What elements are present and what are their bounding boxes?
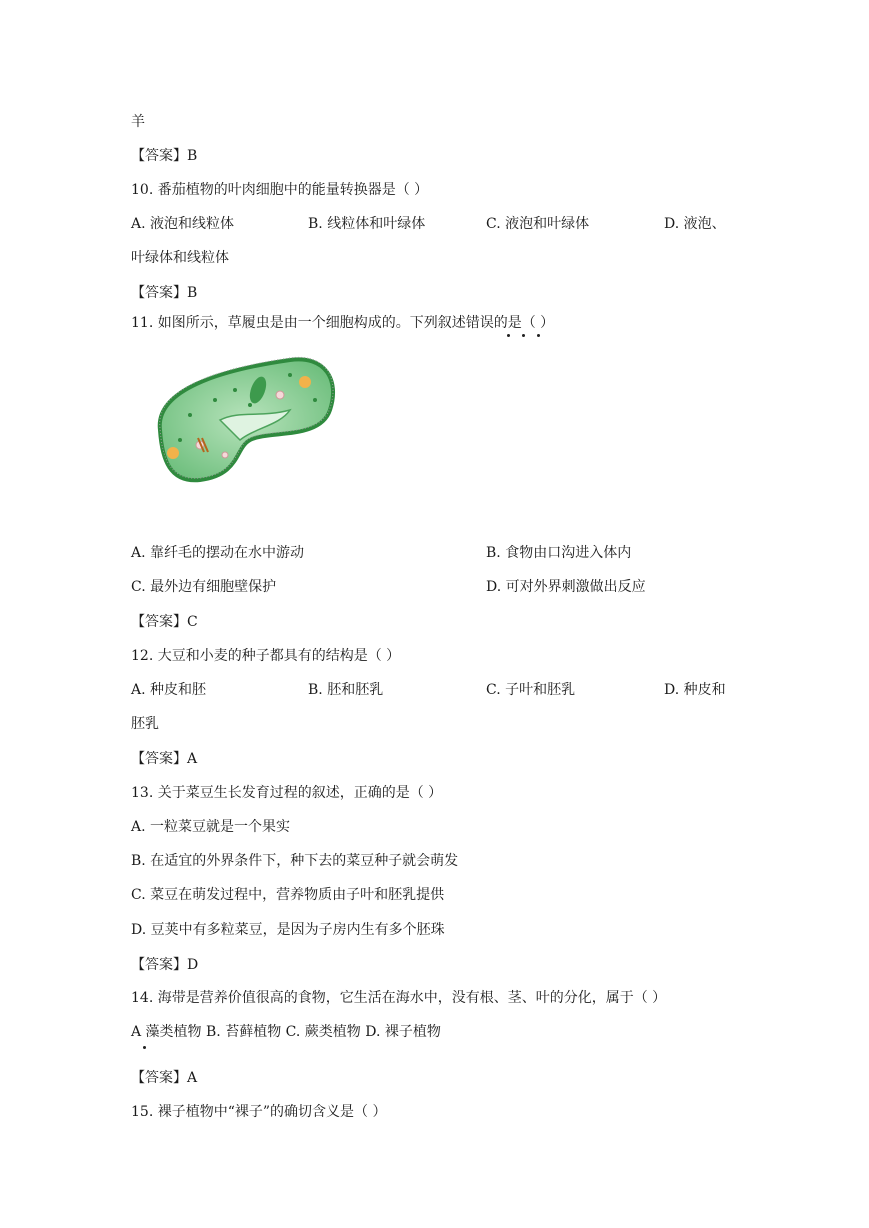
emphasis-dot [522,334,525,337]
question-13: 13. 关于菜豆生长发育过程的叙述，正确的是（ ） [131,785,443,801]
question-11-option-c: C. 最外边有细胞壁保护 [131,579,277,595]
question-12-option-a: A. 种皮和胚 [131,682,207,698]
question-12-option-d-cont: 胚乳 [131,716,159,732]
answer-13: 【答案】D [131,957,199,973]
question-12: 12. 大豆和小麦的种子都具有的结构是（ ） [131,648,401,664]
answer-11: 【答案】C [131,614,198,630]
question-12-option-c: C. 子叶和胚乳 [486,682,576,698]
question-15: 15. 裸子植物中“裸子”的确切含义是（ ） [131,1104,387,1120]
question-10-option-c: C. 液泡和叶绿体 [486,216,590,232]
paramecium-illustration [140,350,340,490]
question-12-option-b: B. 胚和胚乳 [308,682,384,698]
emphasis-dot [507,334,510,337]
line-sheep: 羊 [131,114,145,130]
question-11-option-a: A. 靠纤毛的摆动在水中游动 [131,545,305,561]
emphasis-dot [143,1046,146,1049]
question-14-options: A 藻类植物 B. 苔藓植物 C. 蕨类植物 D. 裸子植物 [131,1024,441,1040]
emphasis-dot [537,334,540,337]
question-13-option-b: B. 在适宜的外界条件下，种下去的菜豆种子就会萌发 [131,853,459,869]
question-14: 14. 海带是营养价值很高的食物，它生活在海水中，没有根、茎、叶的分化，属于（ ） [131,990,667,1006]
question-12-option-d: D. 种皮和 [664,682,726,698]
question-10-option-a: A. 液泡和线粒体 [131,216,235,232]
answer-10: 【答案】B [131,285,198,301]
question-10-option-d-cont: 叶绿体和线粒体 [131,250,229,266]
question-11-option-d: D. 可对外界刺激做出反应 [486,579,646,595]
answer-9: 【答案】B [131,148,198,164]
question-11-option-b: B. 食物由口沟进入体内 [486,545,632,561]
question-10-option-b: B. 线粒体和叶绿体 [308,216,426,232]
question-13-option-d: D. 豆荚中有多粒菜豆，是因为子房内生有多个胚珠 [131,922,445,938]
question-10-option-d: D. 液泡、 [664,216,726,232]
answer-14: 【答案】A [131,1070,198,1086]
question-10: 10. 番茄植物的叶肉细胞中的能量转换器是（ ） [131,182,429,198]
answer-12: 【答案】A [131,751,198,767]
question-13-option-c: C. 菜豆在萌发过程中，营养物质由子叶和胚乳提供 [131,887,445,903]
question-13-option-a: A. 一粒菜豆就是一个果实 [131,819,291,835]
question-11: 11. 如图所示，草履虫是由一个细胞构成的。下列叙述错误的是（ ） [131,315,555,331]
